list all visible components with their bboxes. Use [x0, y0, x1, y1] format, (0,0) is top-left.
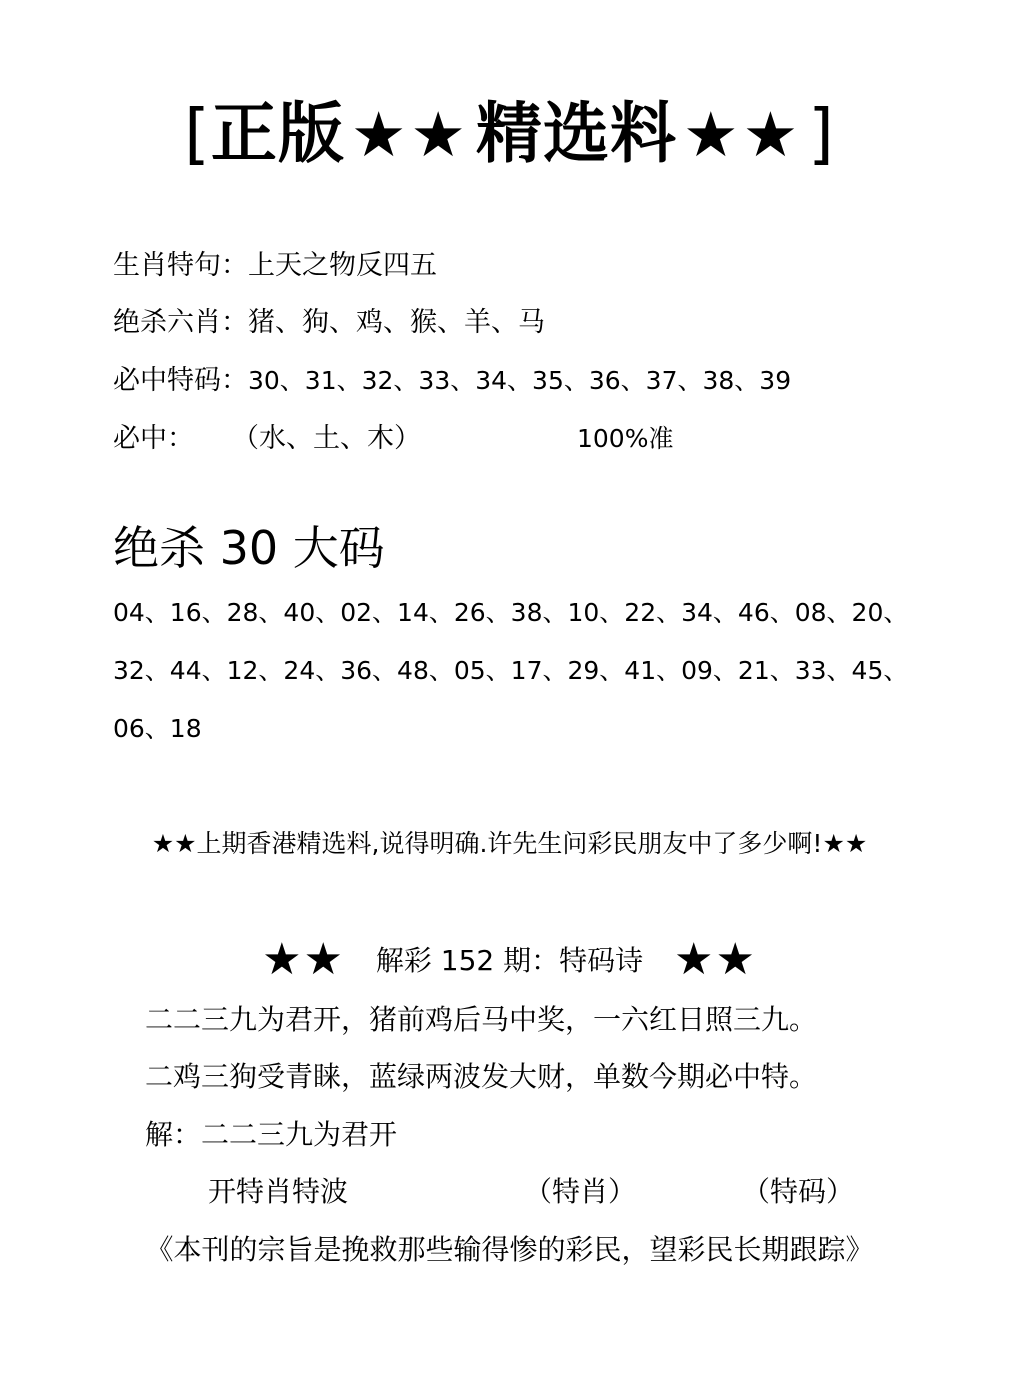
- column-label-special-zodiac-wave: 开特肖特波: [208, 1175, 349, 1208]
- title-left-text: 正版: [210, 95, 345, 172]
- info-line-zodiac-phrase: [113, 248, 437, 284]
- info-value: 猪、狗、鸡、猴、羊、马: [248, 307, 545, 338]
- number-line: 06、18: [113, 714, 202, 743]
- info-line-must-hit: [113, 421, 194, 457]
- info-line-kill-six: [113, 305, 545, 341]
- poem-subtitle-text: 解彩 152 期：特码诗: [375, 944, 644, 977]
- poem-line: 二鸡三狗受青睐，蓝绿两波发大财，单数今期必中特。: [145, 1060, 818, 1093]
- title-right-text: 精选料: [476, 95, 677, 172]
- poem-explanation: 解：二二三九为君开: [145, 1118, 398, 1151]
- info-value: 上天之物反四五: [248, 250, 437, 281]
- poem-line: 二二三九为君开，猪前鸡后马中奖，一六红日照三九。: [145, 1003, 818, 1036]
- info-value: 30、31、32、33、34、35、36、37、38、39: [248, 366, 792, 395]
- accuracy-note: 100%准: [577, 424, 674, 453]
- column-label-special-code: （特码）: [742, 1175, 855, 1208]
- star-icons-left: ★★: [350, 98, 470, 171]
- page-title: [0, 92, 1019, 177]
- kill-section-heading: 绝杀 30 大码: [113, 521, 385, 575]
- info-line-special-codes: [113, 363, 791, 399]
- info-label: 必中：: [113, 423, 194, 454]
- info-label: 生肖特句：: [113, 250, 248, 281]
- number-line: 04、16、28、40、02、14、26、38、10、22、34、46、08、20、: [113, 598, 909, 627]
- column-label-special-zodiac: （特肖）: [524, 1175, 637, 1208]
- promo-line: ★★上期香港精选料,说得明确.许先生问彩民朋友中了多少啊!★★: [151, 829, 868, 858]
- close-bracket: ]: [808, 95, 835, 172]
- info-label: 必中特码：: [113, 365, 248, 396]
- footer-motto: 《本刊的宗旨是挽救那些输得惨的彩民，望彩民长期跟踪》: [145, 1233, 874, 1266]
- open-bracket: [: [184, 95, 211, 172]
- star-icons-right: ★★: [683, 98, 803, 171]
- poem-subtitle: [0, 934, 1019, 985]
- star-icons-left: ★★: [262, 934, 345, 985]
- number-line: 32、44、12、24、36、48、05、17、29、41、09、21、33、45、: [113, 656, 909, 685]
- info-label: 绝杀六肖：: [113, 307, 248, 338]
- star-icons-right: ★★: [674, 934, 757, 985]
- info-value-elements: （水、土、木）: [232, 423, 421, 454]
